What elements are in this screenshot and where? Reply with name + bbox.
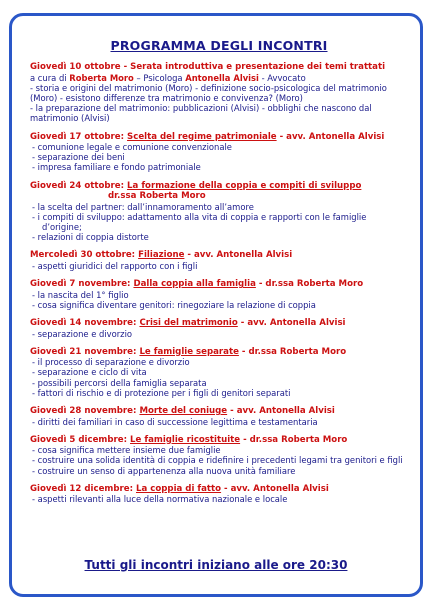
meeting-topic: Scelta del regime patrimoniale — [127, 131, 277, 142]
meeting-block — [30, 484, 408, 505]
speakers-prefix: a cura di — [30, 72, 70, 83]
meeting-topic: La formazione della coppia e compiti di sviluppo — [127, 180, 362, 191]
meeting-topic-item: - relazioni di coppia distorte — [32, 232, 149, 243]
meeting-topic-item: - separazione e divorzio — [32, 328, 133, 339]
meeting-date: Giovedì 21 novembre: — [30, 346, 140, 357]
meeting-block — [30, 279, 408, 310]
meeting-header — [30, 318, 408, 329]
meeting-topic-item: - cosa significa diventare genitori: rinegoziare la relazione di coppia — [32, 299, 316, 310]
meeting-speaker: - dr.ssa Roberta Moro — [238, 346, 347, 357]
meeting-topic-item: - separazione dei beni — [32, 152, 125, 163]
meeting-date: Giovedì 14 novembre: — [30, 318, 140, 329]
speakers-suffix: - Avvocato — [258, 72, 306, 83]
start-time-note: Tutti gli incontri iniziano alle ore 20:30 — [84, 558, 348, 572]
meeting-topic: Dalla coppia alla famiglia — [133, 279, 256, 290]
meeting-topic-item: - cosa significa mettere insieme due famiglie — [32, 445, 221, 456]
meeting-topic-item: - la scelta del partner: dall’innamoramento all’amore — [32, 201, 254, 212]
meeting-topic-item: - separazione e ciclo di vita — [32, 367, 147, 378]
meeting-topic-item: - la nascita del 1° figlio — [32, 289, 129, 300]
meeting-topic: Crisi del matrimonio — [139, 318, 238, 329]
meeting-block — [30, 318, 408, 339]
meetings-list — [30, 132, 408, 505]
meeting-speaker: - dr.ssa Roberta Moro — [255, 279, 364, 290]
meeting-topic-item: - comunione legale e comunione convenzionale — [32, 142, 232, 153]
meeting-block — [30, 406, 408, 427]
meeting-header — [30, 435, 408, 446]
speaker-name-alvisi: Antonella Alvisi — [185, 72, 259, 83]
meeting-header — [30, 484, 408, 495]
speakers-mid: – Psicologa — [133, 72, 186, 83]
speakers-line — [30, 73, 408, 83]
meeting-topic-item: - impresa familiare e fondo patrimoniale — [32, 162, 201, 173]
meeting-topic-item: - costruire un senso di appartenenza alla nuova unità familiare — [32, 465, 296, 476]
program-frame — [9, 13, 423, 597]
meeting-topic-item: - i compiti di sviluppo: adattamento alla vita di coppia e rapporti con le famiglie d’origine; — [32, 211, 367, 233]
meeting-header — [30, 132, 408, 143]
topic-line: - la preparazione del matrimonio: pubblicazioni (Alvisi) - obblighi che nascono dal matrimonio (Alvisi) — [30, 103, 372, 124]
meeting-block — [30, 435, 408, 476]
meeting-speaker: - dr.ssa Roberta Moro — [240, 434, 348, 445]
meeting-topic: Morte del coniuge — [139, 406, 228, 417]
meeting-topic-item: - aspetti rilevanti alla luce della normativa nazionale e locale — [32, 494, 288, 505]
meeting-speaker: dr.ssa Roberta Moro — [108, 191, 206, 202]
meeting-topic-item: - diritti dei familiari in caso di successione legittima e testamentaria — [32, 416, 318, 427]
meeting-header — [30, 181, 408, 192]
meeting-date: Giovedì 17 ottobre: — [30, 131, 128, 142]
meeting-speaker: - avv. Antonella Alvisi — [237, 318, 346, 329]
meeting-date: Mercoledì 30 ottobre: — [30, 250, 139, 261]
meeting-header — [30, 347, 408, 358]
meeting-topic-item: - il processo di separazione e divorzio — [32, 357, 190, 368]
meeting-speaker: - avv. Antonella Alvisi — [184, 250, 293, 261]
meeting-date: Giovedì 7 novembre: — [30, 279, 134, 290]
meeting-speaker: - avv. Antonella Alvisi — [276, 131, 385, 142]
meeting-intro — [30, 62, 408, 124]
meeting-block — [30, 181, 408, 243]
meeting-header: Giovedì 10 ottobre - Serata introduttiva e presentazione dei temi trattati — [30, 62, 386, 72]
meeting-topic: Le famiglie separate — [139, 346, 239, 357]
meeting-header — [30, 406, 408, 417]
meeting-block — [30, 132, 408, 173]
meeting-topic-item: - costruire una solida identità di coppia e ridefinire i precedenti legami tra genitori e figli — [32, 455, 403, 466]
meeting-date: Giovedì 28 novembre: — [30, 406, 140, 417]
meeting-header — [30, 250, 408, 261]
meeting-block — [30, 347, 408, 398]
meeting-topic-item: - aspetti giuridici del rapporto con i figli — [32, 260, 198, 271]
meeting-date: Giovedì 12 dicembre: — [30, 483, 136, 494]
meeting-topic-item: - fattori di rischio e di protezione per i figli di genitori separati — [32, 387, 291, 398]
program-title: PROGRAMMA DEGLI INCONTRI — [110, 38, 328, 53]
meeting-speaker: - avv. Antonella Alvisi — [221, 483, 329, 494]
meeting-header — [30, 279, 408, 290]
meeting-date: Giovedì 5 dicembre: — [30, 434, 131, 445]
meeting-topic: La coppia di fatto — [136, 483, 222, 494]
topic-line: - storia e origini del matrimonio (Moro) - definizione socio-psicologica del matrimonio (Moro) - esistono differenze tra matrimonio e convivenza? (Moro) — [30, 82, 387, 103]
speaker-name-moro: Roberta Moro — [69, 72, 134, 83]
meeting-topic-item: - possibili percorsi della famiglia separata — [32, 377, 207, 388]
meeting-block — [30, 250, 408, 271]
meeting-topic: Filiazione — [138, 250, 185, 261]
meeting-speaker: - avv. Antonella Alvisi — [227, 406, 335, 417]
meeting-date: Giovedì 24 ottobre: — [30, 180, 128, 191]
meeting-topic: Le famiglie ricostituite — [130, 434, 241, 445]
